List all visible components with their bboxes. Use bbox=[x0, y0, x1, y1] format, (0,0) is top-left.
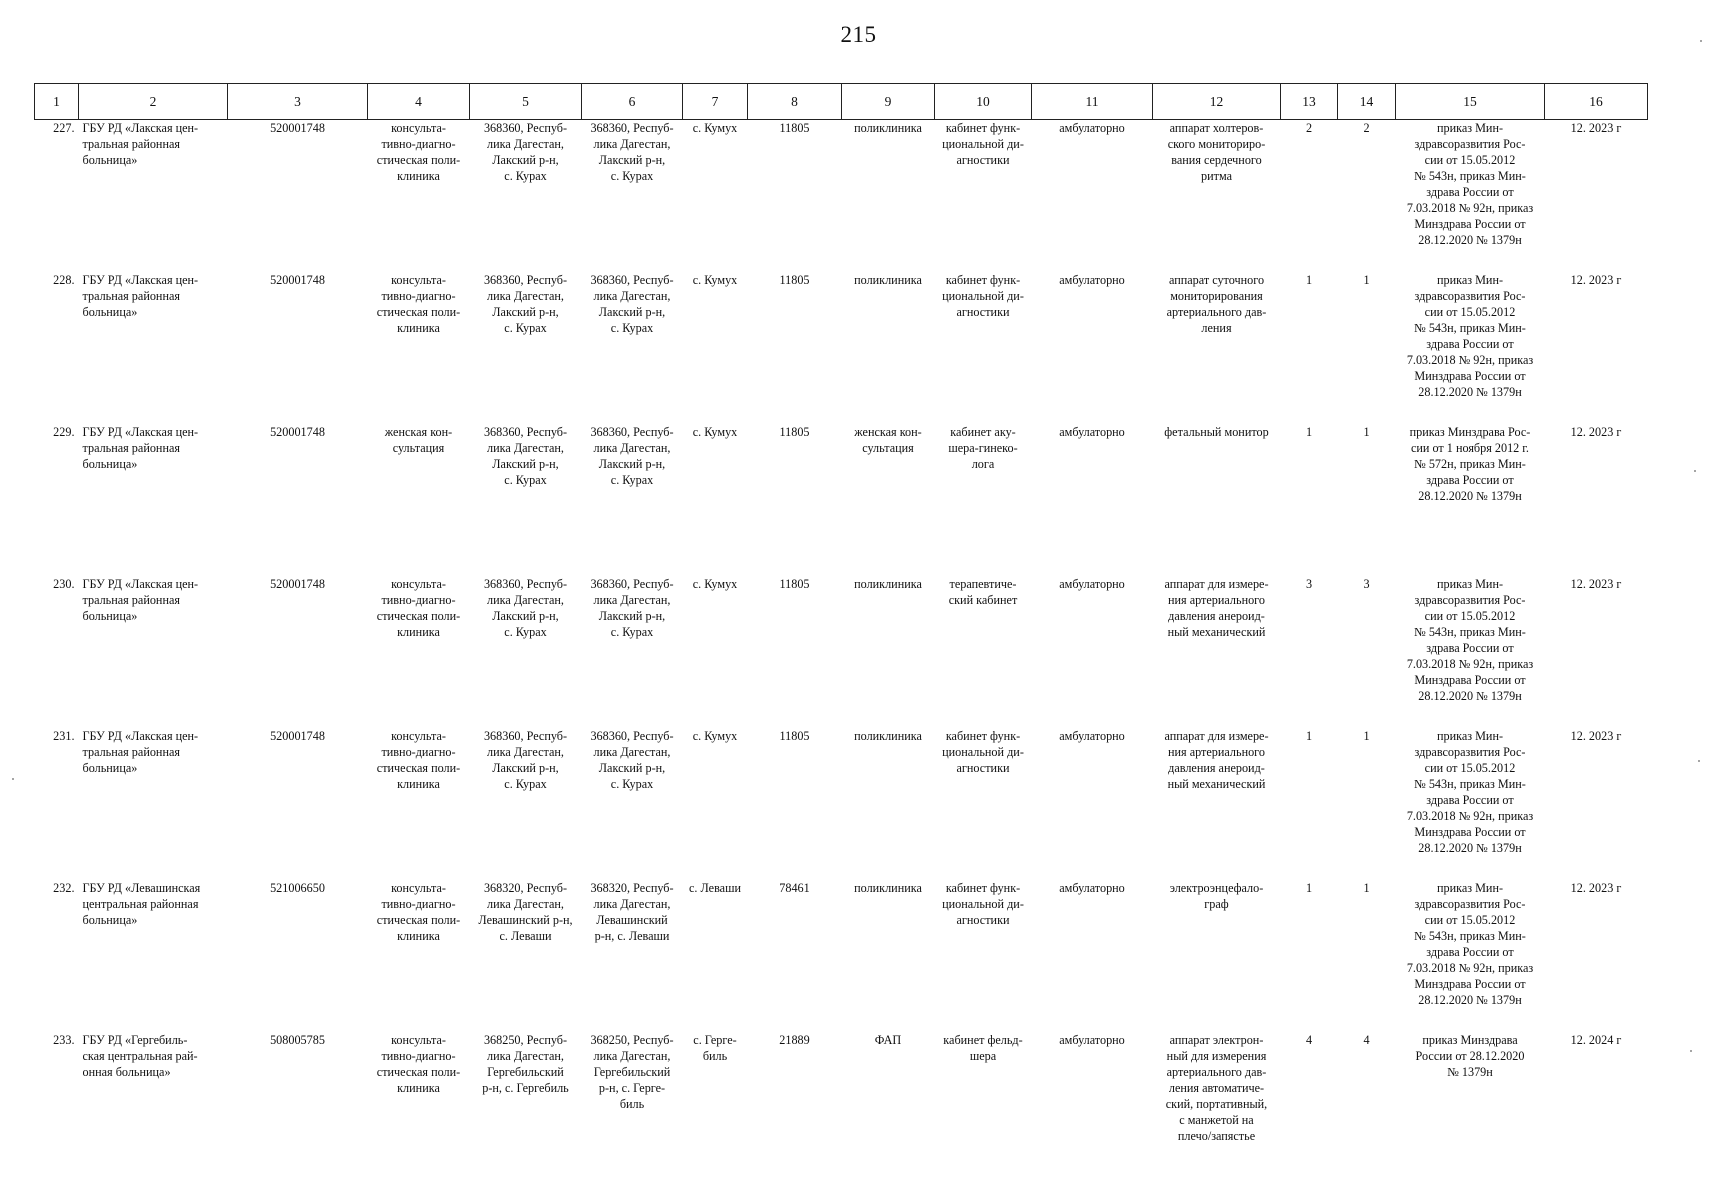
equipment-name: аппарат холтеров- ского мониториро- вания сердечного ритма bbox=[1167, 121, 1266, 183]
locality: с. Кумух bbox=[692, 425, 738, 439]
locality-cell bbox=[683, 1032, 748, 1172]
row-number-cell bbox=[35, 728, 79, 880]
quantity-planned: 1 bbox=[1363, 273, 1370, 287]
okato-code-cell bbox=[748, 1032, 842, 1172]
equipment-name: аппарат для измере- ния артериального давления анероид- ный механический bbox=[1164, 577, 1269, 639]
organization-name: ГБУ РД «Гергебиль- ская центральная рай- онная больница» bbox=[82, 1033, 198, 1079]
quantity-required: 4 bbox=[1305, 1033, 1313, 1047]
unit-type-cell bbox=[842, 576, 935, 728]
locality-cell bbox=[683, 424, 748, 576]
equipment-name-cell bbox=[1153, 880, 1281, 1032]
quantity-required-cell bbox=[1281, 880, 1338, 1032]
actual-address: 368360, Респуб- лика Дагестан, Лакский р-н, с. Курах bbox=[590, 121, 674, 183]
delivery-date: 12. 2023 г bbox=[1570, 273, 1622, 287]
unit-type: ФАП bbox=[874, 1033, 902, 1047]
room-name-cell bbox=[935, 880, 1032, 1032]
organization-code: 520001748 bbox=[270, 729, 325, 743]
organization-code: 520001748 bbox=[270, 121, 325, 135]
locality: с. Леваши bbox=[688, 881, 741, 895]
room-name: кабинет функ- циональной ди- агностики bbox=[942, 121, 1024, 167]
regulatory-basis-cell bbox=[1396, 120, 1545, 273]
column-header: 11 bbox=[1032, 84, 1153, 120]
quantity-required: 1 bbox=[1305, 881, 1313, 895]
row-number: 229. bbox=[53, 425, 75, 439]
regulatory-basis: приказ Минздрава Рос- сии от 1 ноября 2012 г. № 572н, приказ Мин- здрава России от 28.12.2020 № 1379н bbox=[1409, 425, 1531, 503]
room-name: терапевтиче- ский кабинет bbox=[948, 577, 1018, 607]
unit-type-cell bbox=[842, 728, 935, 880]
quantity-required-cell bbox=[1281, 272, 1338, 424]
regulatory-basis: приказ Мин- здравсоразвития Рос- сии от 15.05.2012 № 543н, приказ Мин- здрава России от 7.03.2018 № 92н, приказ Минздрава России от 28.12.2020 № 1379н bbox=[1406, 121, 1534, 247]
organization-code: 520001748 bbox=[270, 425, 325, 439]
organization-code-cell bbox=[228, 1032, 368, 1172]
organization-name: ГБУ РД «Лакская цен- тральная районная больница» bbox=[82, 121, 199, 167]
care-mode: амбулаторно bbox=[1059, 1033, 1125, 1047]
delivery-date: 12. 2023 г bbox=[1570, 729, 1622, 743]
scan-speck bbox=[1698, 760, 1700, 762]
division-name-cell bbox=[368, 120, 470, 273]
okato-code-cell bbox=[748, 576, 842, 728]
column-header: 5 bbox=[470, 84, 582, 120]
page-number: 215 bbox=[840, 22, 877, 47]
division-name-cell bbox=[368, 272, 470, 424]
legal-address-cell bbox=[470, 424, 582, 576]
row-number-cell bbox=[35, 1032, 79, 1172]
regulatory-basis-cell bbox=[1396, 880, 1545, 1032]
quantity-required-cell bbox=[1281, 728, 1338, 880]
equipment-table bbox=[34, 83, 1648, 1172]
equipment-name-cell bbox=[1153, 272, 1281, 424]
row-number-cell bbox=[35, 880, 79, 1032]
legal-address-cell bbox=[470, 728, 582, 880]
room-name: кабинет функ- циональной ди- агностики bbox=[942, 273, 1024, 319]
row-number: 227. bbox=[53, 121, 75, 135]
column-header: 8 bbox=[748, 84, 842, 120]
room-name-cell bbox=[935, 272, 1032, 424]
quantity-planned-cell bbox=[1338, 880, 1396, 1032]
equipment-name: аппарат для измере- ния артериального давления анероид- ный механический bbox=[1164, 729, 1269, 791]
division-name-cell bbox=[368, 424, 470, 576]
unit-type: поликлиника bbox=[854, 729, 922, 743]
care-mode: амбулаторно bbox=[1059, 121, 1125, 135]
care-mode: амбулаторно bbox=[1059, 577, 1125, 591]
quantity-required: 1 bbox=[1305, 425, 1313, 439]
row-number: 231. bbox=[53, 729, 75, 743]
row-number: 230. bbox=[53, 577, 75, 591]
care-mode-cell bbox=[1032, 728, 1153, 880]
delivery-date-cell bbox=[1545, 1032, 1648, 1172]
okato-code-cell bbox=[748, 272, 842, 424]
okato-code-cell bbox=[748, 424, 842, 576]
row-number: 232. bbox=[53, 881, 75, 895]
organization-code-cell bbox=[228, 120, 368, 273]
unit-type-cell bbox=[842, 1032, 935, 1172]
regulatory-basis-cell bbox=[1396, 1032, 1545, 1172]
column-header: 12 bbox=[1153, 84, 1281, 120]
organization-name-cell bbox=[79, 424, 228, 576]
quantity-planned-cell bbox=[1338, 728, 1396, 880]
column-header: 3 bbox=[228, 84, 368, 120]
quantity-planned: 1 bbox=[1363, 425, 1370, 439]
locality-cell bbox=[683, 272, 748, 424]
table-row bbox=[35, 424, 1648, 576]
delivery-date: 12. 2024 г bbox=[1570, 1033, 1622, 1047]
locality-cell bbox=[683, 880, 748, 1032]
okato-code: 11805 bbox=[779, 425, 810, 439]
legal-address-cell bbox=[470, 880, 582, 1032]
division-name-cell bbox=[368, 880, 470, 1032]
row-number-cell bbox=[35, 120, 79, 273]
organization-name: ГБУ РД «Лакская цен- тральная районная больница» bbox=[82, 577, 199, 623]
room-name-cell bbox=[935, 728, 1032, 880]
quantity-required-cell bbox=[1281, 1032, 1338, 1172]
room-name: кабинет функ- циональной ди- агностики bbox=[942, 881, 1024, 927]
organization-name: ГБУ РД «Лакская цен- тральная районная больница» bbox=[82, 729, 199, 775]
regulatory-basis: приказ Мин- здравсоразвития Рос- сии от 15.05.2012 № 543н, приказ Мин- здрава России от 7.03.2018 № 92н, приказ Минздрава России от 28.12.2020 № 1379н bbox=[1406, 729, 1534, 855]
legal-address-cell bbox=[470, 1032, 582, 1172]
actual-address-cell bbox=[582, 576, 683, 728]
care-mode-cell bbox=[1032, 424, 1153, 576]
regulatory-basis-cell bbox=[1396, 728, 1545, 880]
division-name: консульта- тивно-диагно- стическая поли- клиника bbox=[376, 1033, 461, 1095]
locality: с. Герге- биль bbox=[693, 1033, 737, 1063]
delivery-date: 12. 2023 г bbox=[1570, 121, 1622, 135]
regulatory-basis-cell bbox=[1396, 424, 1545, 576]
care-mode-cell bbox=[1032, 1032, 1153, 1172]
organization-name-cell bbox=[79, 120, 228, 273]
room-name: кабинет функ- циональной ди- агностики bbox=[942, 729, 1024, 775]
quantity-planned-cell bbox=[1338, 576, 1396, 728]
regulatory-basis: приказ Мин- здравсоразвития Рос- сии от 15.05.2012 № 543н, приказ Мин- здрава России от 7.03.2018 № 92н, приказ Минздрава России от 28.12.2020 № 1379н bbox=[1406, 273, 1534, 399]
organization-name: ГБУ РД «Лакская цен- тральная районная больница» bbox=[82, 425, 199, 471]
division-name: консульта- тивно-диагно- стическая поли- клиника bbox=[376, 121, 461, 183]
division-name-cell bbox=[368, 728, 470, 880]
organization-name-cell bbox=[79, 576, 228, 728]
organization-code: 508005785 bbox=[270, 1033, 325, 1047]
column-header-row bbox=[35, 84, 1648, 120]
organization-code: 520001748 bbox=[270, 273, 325, 287]
quantity-required: 3 bbox=[1305, 577, 1313, 591]
care-mode: амбулаторно bbox=[1059, 273, 1125, 287]
regulatory-basis: приказ Мин- здравсоразвития Рос- сии от 15.05.2012 № 543н, приказ Мин- здрава России от 7.03.2018 № 92н, приказ Минздрава России от 28.12.2020 № 1379н bbox=[1406, 577, 1534, 703]
delivery-date: 12. 2023 г bbox=[1570, 425, 1622, 439]
division-name: консульта- тивно-диагно- стическая поли- клиника bbox=[376, 577, 461, 639]
organization-name-cell bbox=[79, 728, 228, 880]
column-header: 4 bbox=[368, 84, 470, 120]
legal-address: 368360, Респуб- лика Дагестан, Лакский р-н, с. Курах bbox=[483, 577, 568, 639]
row-number-cell bbox=[35, 424, 79, 576]
column-header: 9 bbox=[842, 84, 935, 120]
actual-address-cell bbox=[582, 272, 683, 424]
quantity-planned: 1 bbox=[1363, 881, 1370, 895]
table-body bbox=[35, 120, 1648, 1173]
quantity-required: 1 bbox=[1305, 273, 1313, 287]
table-row bbox=[35, 272, 1648, 424]
quantity-planned: 4 bbox=[1363, 1033, 1370, 1047]
table-row bbox=[35, 576, 1648, 728]
column-header: 2 bbox=[79, 84, 228, 120]
equipment-name-cell bbox=[1153, 120, 1281, 273]
legal-address-cell bbox=[470, 272, 582, 424]
delivery-date-cell bbox=[1545, 272, 1648, 424]
quantity-planned-cell bbox=[1338, 1032, 1396, 1172]
scan-speck bbox=[12, 778, 14, 780]
division-name-cell bbox=[368, 1032, 470, 1172]
equipment-name: электроэнцефало- граф bbox=[1169, 881, 1264, 911]
okato-code: 11805 bbox=[779, 273, 810, 287]
row-number-cell bbox=[35, 576, 79, 728]
division-name: консульта- тивно-диагно- стическая поли- клиника bbox=[376, 273, 461, 335]
quantity-required-cell bbox=[1281, 576, 1338, 728]
actual-address: 368360, Респуб- лика Дагестан, Лакский р-н, с. Курах bbox=[590, 425, 674, 487]
equipment-name-cell bbox=[1153, 424, 1281, 576]
organization-name: ГБУ РД «Лакская цен- тральная районная больница» bbox=[82, 273, 199, 319]
quantity-required: 1 bbox=[1305, 729, 1313, 743]
column-header: 7 bbox=[683, 84, 748, 120]
actual-address: 368320, Респуб- лика Дагестан, Левашинский р-н, с. Леваши bbox=[590, 881, 674, 943]
delivery-date: 12. 2023 г bbox=[1570, 881, 1622, 895]
actual-address-cell bbox=[582, 1032, 683, 1172]
delivery-date-cell bbox=[1545, 728, 1648, 880]
actual-address-cell bbox=[582, 120, 683, 273]
legal-address: 368320, Респуб- лика Дагестан, Левашинский р-н, с. Леваши bbox=[478, 881, 573, 943]
okato-code: 11805 bbox=[779, 121, 810, 135]
actual-address: 368360, Респуб- лика Дагестан, Лакский р-н, с. Курах bbox=[590, 729, 674, 791]
unit-type-cell bbox=[842, 120, 935, 273]
regulatory-basis: приказ Минздрава России от 28.12.2020 № 1379н bbox=[1415, 1033, 1525, 1079]
division-name: консульта- тивно-диагно- стическая поли- клиника bbox=[376, 729, 461, 791]
okato-code-cell bbox=[748, 728, 842, 880]
scan-speck bbox=[1700, 40, 1702, 42]
regulatory-basis-cell bbox=[1396, 272, 1545, 424]
column-header: 16 bbox=[1545, 84, 1648, 120]
organization-code-cell bbox=[228, 272, 368, 424]
care-mode: амбулаторно bbox=[1059, 425, 1125, 439]
locality: с. Кумух bbox=[692, 729, 738, 743]
equipment-name-cell bbox=[1153, 728, 1281, 880]
quantity-planned: 3 bbox=[1363, 577, 1370, 591]
okato-code: 11805 bbox=[779, 729, 810, 743]
equipment-name-cell bbox=[1153, 1032, 1281, 1172]
organization-name-cell bbox=[79, 880, 228, 1032]
okato-code-cell bbox=[748, 120, 842, 273]
quantity-planned-cell bbox=[1338, 424, 1396, 576]
care-mode: амбулаторно bbox=[1059, 729, 1125, 743]
unit-type: поликлиника bbox=[854, 881, 922, 895]
row-number: 233. bbox=[53, 1033, 75, 1047]
locality-cell bbox=[683, 576, 748, 728]
delivery-date-cell bbox=[1545, 120, 1648, 273]
equipment-name: аппарат суточного мониторирования артериального дав- ления bbox=[1166, 273, 1267, 335]
okato-code: 21889 bbox=[779, 1033, 810, 1047]
unit-type-cell bbox=[842, 424, 935, 576]
division-name: женская кон- сультация bbox=[384, 425, 453, 455]
organization-code: 521006650 bbox=[270, 881, 325, 895]
room-name-cell bbox=[935, 424, 1032, 576]
delivery-date-cell bbox=[1545, 424, 1648, 576]
legal-address: 368360, Респуб- лика Дагестан, Лакский р-н, с. Курах bbox=[483, 425, 568, 487]
room-name-cell bbox=[935, 1032, 1032, 1172]
column-header: 1 bbox=[35, 84, 79, 120]
organization-name: ГБУ РД «Левашинская центральная районная больница» bbox=[82, 881, 201, 927]
table-row bbox=[35, 880, 1648, 1032]
delivery-date-cell bbox=[1545, 880, 1648, 1032]
organization-code-cell bbox=[228, 424, 368, 576]
actual-address-cell bbox=[582, 424, 683, 576]
room-name: кабинет аку- шера-гинеко- лога bbox=[948, 425, 1018, 471]
okato-code-cell bbox=[748, 880, 842, 1032]
regulatory-basis: приказ Мин- здравсоразвития Рос- сии от 15.05.2012 № 543н, приказ Мин- здрава России от 7.03.2018 № 92н, приказ Минздрава России от 28.12.2020 № 1379н bbox=[1406, 881, 1534, 1007]
legal-address: 368360, Респуб- лика Дагестан, Лакский р-н, с. Курах bbox=[483, 121, 568, 183]
row-number-cell bbox=[35, 272, 79, 424]
scan-speck bbox=[1694, 470, 1696, 472]
unit-type-cell bbox=[842, 880, 935, 1032]
actual-address-cell bbox=[582, 880, 683, 1032]
quantity-planned: 1 bbox=[1363, 729, 1370, 743]
locality: с. Кумух bbox=[692, 121, 738, 135]
table-row bbox=[35, 120, 1648, 273]
legal-address: 368250, Респуб- лика Дагестан, Гергебильский р-н, с. Гергебиль bbox=[482, 1033, 569, 1095]
quantity-required: 2 bbox=[1305, 121, 1313, 135]
room-name-cell bbox=[935, 120, 1032, 273]
locality: с. Кумух bbox=[692, 577, 738, 591]
room-name: кабинет фельд- шера bbox=[943, 1033, 1023, 1063]
table-row bbox=[35, 728, 1648, 880]
regulatory-basis-cell bbox=[1396, 576, 1545, 728]
actual-address-cell bbox=[582, 728, 683, 880]
care-mode-cell bbox=[1032, 880, 1153, 1032]
quantity-planned-cell bbox=[1338, 272, 1396, 424]
actual-address: 368250, Респуб- лика Дагестан, Гергебильский р-н, с. Герге- биль bbox=[590, 1033, 674, 1111]
organization-code-cell bbox=[228, 576, 368, 728]
row-number: 228. bbox=[53, 273, 75, 287]
equipment-name: фетальный монитор bbox=[1164, 425, 1269, 439]
unit-type: поликлиника bbox=[854, 273, 922, 287]
unit-type: поликлиника bbox=[854, 577, 922, 591]
room-name-cell bbox=[935, 576, 1032, 728]
care-mode-cell bbox=[1032, 576, 1153, 728]
quantity-required-cell bbox=[1281, 424, 1338, 576]
actual-address: 368360, Респуб- лика Дагестан, Лакский р-н, с. Курах bbox=[590, 273, 674, 335]
quantity-required-cell bbox=[1281, 120, 1338, 273]
locality: с. Кумух bbox=[692, 273, 738, 287]
organization-code-cell bbox=[228, 728, 368, 880]
locality-cell bbox=[683, 728, 748, 880]
unit-type-cell bbox=[842, 272, 935, 424]
okato-code: 11805 bbox=[779, 577, 810, 591]
legal-address-cell bbox=[470, 120, 582, 273]
locality-cell bbox=[683, 120, 748, 273]
scan-speck bbox=[1690, 1050, 1692, 1052]
legal-address-cell bbox=[470, 576, 582, 728]
quantity-planned-cell bbox=[1338, 120, 1396, 273]
column-header: 15 bbox=[1396, 84, 1545, 120]
legal-address: 368360, Респуб- лика Дагестан, Лакский р-н, с. Курах bbox=[483, 729, 568, 791]
organization-code: 520001748 bbox=[270, 577, 325, 591]
organization-name-cell bbox=[79, 272, 228, 424]
column-header: 13 bbox=[1281, 84, 1338, 120]
division-name-cell bbox=[368, 576, 470, 728]
care-mode: амбулаторно bbox=[1059, 881, 1125, 895]
division-name: консульта- тивно-диагно- стическая поли- клиника bbox=[376, 881, 461, 943]
legal-address: 368360, Респуб- лика Дагестан, Лакский р-н, с. Курах bbox=[483, 273, 568, 335]
organization-code-cell bbox=[228, 880, 368, 1032]
organization-name-cell bbox=[79, 1032, 228, 1172]
column-header: 14 bbox=[1338, 84, 1396, 120]
column-header: 10 bbox=[935, 84, 1032, 120]
delivery-date: 12. 2023 г bbox=[1570, 577, 1622, 591]
column-header: 6 bbox=[582, 84, 683, 120]
equipment-name-cell bbox=[1153, 576, 1281, 728]
okato-code: 78461 bbox=[779, 881, 810, 895]
delivery-date-cell bbox=[1545, 576, 1648, 728]
table-row bbox=[35, 1032, 1648, 1172]
equipment-name: аппарат электрон- ный для измерения артериального дав- ления автоматиче- ский, портативный, с манжетой на плечо/запястье bbox=[1165, 1033, 1268, 1143]
care-mode-cell bbox=[1032, 120, 1153, 273]
actual-address: 368360, Респуб- лика Дагестан, Лакский р-н, с. Курах bbox=[590, 577, 674, 639]
quantity-planned: 2 bbox=[1363, 121, 1370, 135]
unit-type: поликлиника bbox=[854, 121, 922, 135]
unit-type: женская кон- сультация bbox=[854, 425, 922, 455]
care-mode-cell bbox=[1032, 272, 1153, 424]
